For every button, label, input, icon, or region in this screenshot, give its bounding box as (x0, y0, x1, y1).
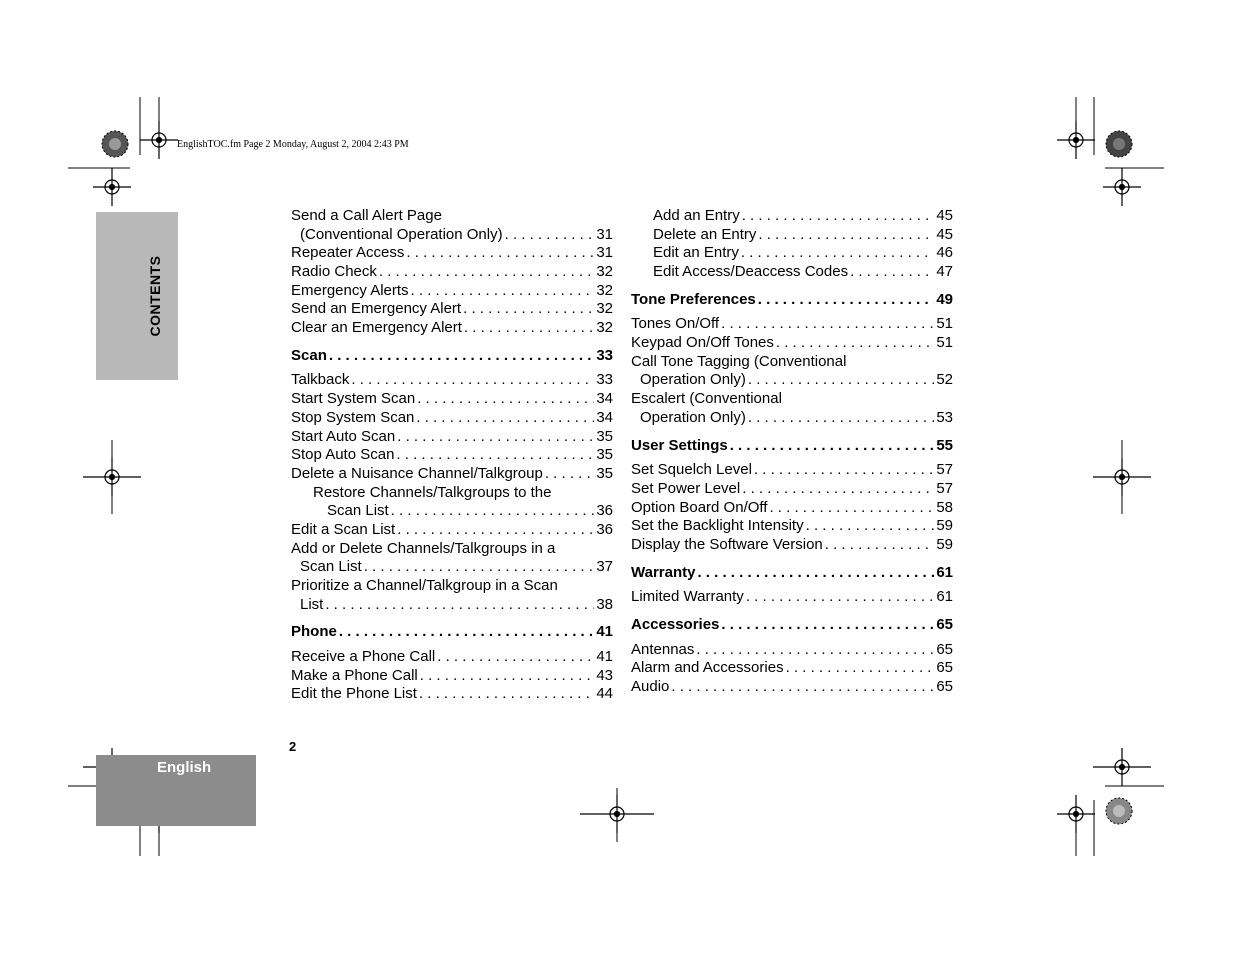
toc-entry (291, 244, 613, 263)
dot-leader (758, 291, 935, 310)
toc-entry-title: Set Power Level (631, 479, 741, 497)
dot-leader (769, 499, 934, 518)
contents-tab-label: CONTENTS (147, 255, 163, 337)
toc-entry (291, 226, 613, 245)
toc-page-number: 53 (936, 408, 953, 426)
page-number: 2 (289, 739, 297, 754)
toc-entry-title: Edit Access/Deaccess Codes (653, 263, 849, 281)
toc-page-number: 34 (596, 390, 613, 408)
toc-text-line: Send a Call Alert Page (291, 207, 442, 224)
toc-page-number: 57 (936, 461, 953, 479)
dot-leader (748, 409, 934, 428)
dot-leader (825, 536, 935, 555)
toc-page-number: 32 (596, 319, 613, 337)
toc-entry-title: Edit the Phone List (291, 685, 417, 703)
toc-entry (631, 207, 953, 226)
toc-text-line: Restore Channels/Talkgroups to the (313, 483, 552, 501)
toc-entry-title: User Settings (631, 436, 728, 454)
toc-entry-title: Scan List (327, 502, 389, 520)
dot-leader (379, 263, 594, 282)
toc-page-number: 47 (936, 263, 953, 281)
toc-entry (631, 334, 953, 353)
toc-entry-title: Scan (291, 346, 327, 364)
toc-entry-title: Alarm and Accessories (631, 659, 784, 677)
toc-entry (631, 517, 953, 536)
toc-entry (291, 372, 613, 391)
toc-entry (291, 648, 613, 667)
toc-text-line: Prioritize a Channel/Talkgroup in a Scan (291, 577, 558, 595)
toc-section-heading (631, 564, 953, 583)
toc-entry (291, 596, 613, 615)
toc-entry (291, 446, 613, 465)
dot-leader (417, 390, 594, 409)
toc-entry-title: Start System Scan (291, 390, 416, 408)
toc-entry-title: Operation Only) (640, 371, 746, 389)
toc-section-heading (631, 291, 953, 310)
dot-leader (329, 347, 594, 366)
toc-entry (291, 428, 613, 447)
toc-entry-title: Receive a Phone Call (291, 648, 436, 666)
toc-page-number: 36 (596, 502, 613, 520)
toc-page-number: 51 (936, 334, 953, 352)
toc-entry (291, 263, 613, 282)
toc-page-number: 34 (596, 408, 613, 426)
toc-page-number: 41 (596, 648, 613, 666)
toc-entry-title: Delete an Entry (653, 225, 757, 243)
toc-page-number: 33 (596, 346, 613, 364)
toc-entry-title: Limited Warranty (631, 588, 744, 606)
dot-leader (397, 521, 594, 540)
toc-entry-title: Phone (291, 623, 337, 641)
dot-leader (325, 596, 594, 615)
toc-text-line: Call Tone Tagging (Conventional (631, 352, 847, 370)
toc-page-number: 35 (596, 464, 613, 482)
toc-entry-title: Set Squelch Level (631, 461, 752, 479)
toc-entry-title: Tone Preferences (631, 290, 756, 308)
dot-leader (730, 437, 935, 456)
toc-page-number: 55 (936, 436, 953, 454)
toc-page-number: 36 (596, 521, 613, 538)
toc-entry (631, 315, 953, 334)
toc-page-number: 32 (596, 263, 613, 281)
toc-page-number: 31 (596, 244, 613, 262)
toc-entry (291, 390, 613, 409)
dot-leader (437, 648, 594, 667)
dot-leader (351, 372, 594, 391)
toc-right-column (631, 207, 953, 697)
toc-entry (291, 558, 613, 577)
dot-leader (696, 641, 934, 660)
toc-page-number: 58 (936, 498, 953, 516)
toc-entry (631, 409, 953, 428)
toc-page-number: 65 (936, 616, 953, 634)
toc-entry-title: Keypad On/Off Tones (631, 334, 774, 352)
toc-section-heading (631, 616, 953, 635)
toc-left-column (291, 207, 613, 704)
toc-entry-title: Delete a Nuisance Channel/Talkgroup (291, 464, 543, 482)
dot-leader (741, 244, 934, 263)
dot-leader (411, 282, 595, 301)
toc-page-number: 32 (596, 300, 613, 318)
toc-entry-title: List (300, 595, 324, 613)
dot-leader (742, 207, 935, 226)
dot-leader (419, 686, 594, 705)
toc-section-heading (631, 437, 953, 456)
toc-entry (631, 480, 953, 499)
toc-entry-title: Talkback (291, 371, 350, 389)
toc-entry (631, 263, 953, 282)
toc-entry (291, 667, 613, 686)
toc-page-number: 38 (596, 595, 613, 613)
dot-leader (464, 319, 594, 338)
toc-page-number: 65 (936, 640, 953, 658)
toc-section-heading (291, 347, 613, 366)
toc-entry-title: Stop System Scan (291, 408, 415, 426)
toc-page-number: 61 (936, 588, 953, 606)
dot-leader (339, 623, 594, 642)
toc-page-number: 65 (936, 678, 953, 696)
toc-entry (291, 282, 613, 301)
toc-page-number: 44 (596, 685, 613, 703)
toc-entry (631, 372, 953, 391)
toc-page-number: 41 (596, 623, 613, 641)
toc-entry (291, 521, 613, 540)
toc-entry (291, 502, 613, 521)
toc-entry-title: Send an Emergency Alert (291, 300, 462, 318)
dot-leader (697, 564, 934, 583)
toc-entry (631, 499, 953, 518)
toc-page-number: 57 (936, 479, 953, 497)
dot-leader (505, 226, 595, 245)
dot-leader (391, 502, 595, 521)
dot-leader (721, 315, 934, 334)
dot-leader (406, 244, 594, 263)
toc-page-number: 45 (936, 225, 953, 243)
toc-page-number: 49 (936, 290, 953, 308)
language-label: English (157, 759, 212, 776)
toc-entry (291, 686, 613, 705)
toc-entry-title: Set the Backlight Intensity (631, 517, 804, 535)
toc-text-line: Escalert (Conventional (631, 390, 782, 408)
toc-entry-title: Display the Software Version (631, 536, 823, 553)
toc-entry-title: Emergency Alerts (291, 281, 409, 299)
dot-leader (748, 372, 934, 391)
dot-leader (420, 667, 595, 686)
toc-section-heading (291, 623, 613, 642)
toc-entry-title: (Conventional Operation Only) (300, 225, 503, 243)
toc-page-number: 43 (596, 666, 613, 684)
toc-page-number: 35 (596, 427, 613, 445)
toc-page-number: 51 (936, 315, 953, 333)
toc-entry-title: Start Auto Scan (291, 427, 396, 445)
dot-leader (671, 678, 934, 697)
toc-entry (291, 465, 613, 484)
toc-entry (631, 461, 953, 480)
dot-leader (742, 480, 934, 499)
toc-page-number: 59 (936, 517, 953, 535)
toc-page-number: 65 (936, 659, 953, 677)
toc-entry-title: Clear an Emergency Alert (291, 319, 462, 337)
toc-entry-title: Edit a Scan List (291, 521, 396, 538)
dot-leader (776, 334, 934, 353)
dot-leader (721, 616, 934, 635)
dot-leader (463, 300, 594, 319)
toc-page-number: 37 (596, 558, 613, 576)
toc-page-number: 45 (936, 207, 953, 224)
dot-leader (806, 517, 935, 536)
toc-entry (291, 319, 613, 338)
toc-entry (631, 226, 953, 245)
dot-leader (850, 263, 934, 282)
toc-entry-title: Warranty (631, 563, 696, 581)
toc-entry (631, 244, 953, 263)
toc-entry-title: Edit an Entry (653, 244, 739, 262)
toc-page-number: 33 (596, 371, 613, 389)
dot-leader (364, 558, 595, 577)
toc-entry-title: Stop Auto Scan (291, 446, 395, 464)
toc-entry-title: Antennas (631, 640, 695, 658)
file-header-note: EnglishTOC.fm Page 2 Monday, August 2, 2004 2:43 PM (177, 139, 409, 150)
toc-page-number: 52 (936, 371, 953, 389)
dot-leader (396, 446, 594, 465)
toc-text-line: Add or Delete Channels/Talkgroups in a (291, 539, 556, 557)
toc-entry (631, 678, 953, 697)
dot-leader (545, 465, 594, 484)
toc-page-number: 61 (936, 563, 953, 581)
toc-page-number: 32 (596, 281, 613, 299)
dot-leader (786, 659, 935, 678)
toc-entry (631, 588, 953, 607)
dot-leader (758, 226, 934, 245)
toc-entry (631, 536, 953, 555)
toc-entry-title: Tones On/Off (631, 315, 720, 333)
toc-entry (631, 659, 953, 678)
toc-entry-title: Accessories (631, 616, 720, 634)
dot-leader (746, 588, 935, 607)
toc-entry-title: Scan List (300, 558, 362, 576)
contents-side-tab (96, 212, 178, 380)
toc-page-number: 46 (936, 244, 953, 262)
toc-entry-title: Option Board On/Off (631, 498, 768, 516)
toc-page-number: 59 (936, 536, 953, 553)
toc-entry (291, 300, 613, 319)
toc-entry-title: Audio (631, 678, 670, 696)
toc-entry-title: Radio Check (291, 263, 377, 281)
toc-entry-title: Add an Entry (653, 207, 740, 224)
toc-entry (631, 641, 953, 660)
toc-page-number: 35 (596, 446, 613, 464)
toc-page-number: 31 (596, 225, 613, 243)
dot-leader (397, 428, 594, 447)
toc-entry-title: Make a Phone Call (291, 666, 418, 684)
toc-entry (291, 409, 613, 428)
dot-leader (416, 409, 594, 428)
toc-entry-title: Repeater Access (291, 244, 405, 262)
dot-leader (754, 461, 934, 480)
toc-entry-title: Operation Only) (640, 408, 746, 426)
